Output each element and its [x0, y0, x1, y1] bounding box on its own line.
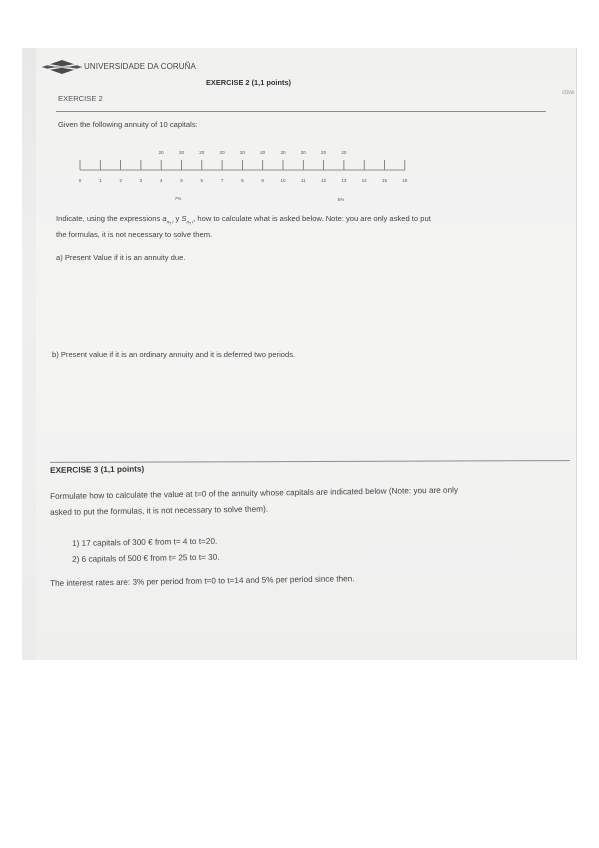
- period-label: 0: [78, 178, 82, 183]
- period-label: 4: [159, 178, 163, 183]
- capital-label: 20: [280, 150, 286, 155]
- question-b: b) Present value if it is an ordinary annuity and it is deferred two periods.: [52, 350, 296, 359]
- period-label: 14: [361, 178, 367, 183]
- capital-label: 20: [219, 150, 225, 155]
- side-note: ctive: [562, 90, 575, 96]
- exercise-2-instruction-line-2: the formulas, it is not necessary to solve them.: [56, 230, 213, 239]
- capital-label: 20: [178, 150, 185, 155]
- rate-label-left: 7%: [174, 196, 182, 201]
- exercise-3-text-line-1: Formulate how to calculate the value at t=0 of the annuity whose capitals are indicated below (Note: you are only: [50, 485, 459, 501]
- exercise-2-instruction-line-1: [56, 214, 431, 225]
- capital-label: 20: [321, 150, 327, 155]
- document-photo: [22, 48, 577, 660]
- period-label: 1: [99, 178, 102, 183]
- annuity-timeline: [66, 140, 406, 202]
- expr-a-sub: n┐i: [166, 219, 174, 225]
- expr-s: S: [181, 214, 187, 223]
- exercise-2-title: EXERCISE 2 (1,1 points): [206, 78, 292, 87]
- period-label: 6: [200, 178, 204, 183]
- period-label: 3: [139, 178, 143, 183]
- period-label: 10: [280, 178, 286, 183]
- period-label: 8: [241, 178, 244, 183]
- period-label: 16: [402, 178, 408, 183]
- exercise-2-intro: Given the following annuity of 10 capitals:: [58, 120, 198, 129]
- exercise-3-text-line-2: asked to put the formulas, it is not necessary to solve them).: [50, 504, 269, 517]
- period-label: 12: [321, 178, 327, 183]
- period-label: 9: [261, 178, 264, 183]
- instruction-suffix: , how to calculate what is asked below. Note: you are only asked to put: [193, 214, 431, 223]
- exam-sheet: [36, 48, 576, 660]
- exercise-3-item-1: 1) 17 capitals of 300 € from t= 4 to t=20.: [72, 536, 218, 548]
- question-a: a) Present Value if it is an annuity due.: [56, 253, 186, 262]
- period-label: 11: [300, 178, 306, 183]
- capital-label: 20: [341, 150, 347, 155]
- rate-label-right: 5%: [337, 197, 345, 202]
- university-name: UNIVERSIDADE DA CORUÑA: [84, 62, 196, 71]
- divider-top: [56, 111, 546, 112]
- expr-sep: y: [173, 214, 182, 223]
- capital-label: 20: [300, 150, 306, 155]
- expr-a: a: [162, 214, 167, 223]
- capital-label: 20: [239, 150, 245, 155]
- capital-label: 20: [158, 150, 164, 155]
- expr-s-sub: n┐i: [186, 219, 194, 225]
- divider-middle: [50, 460, 570, 463]
- paper-edge: [576, 48, 577, 660]
- period-label: 7: [220, 178, 224, 183]
- capital-label: 20: [199, 150, 205, 155]
- period-label: 15: [381, 178, 388, 183]
- exercise-3-title: EXERCISE 3 (1,1 points): [50, 464, 145, 475]
- university-logo-icon: [40, 58, 84, 76]
- period-label: 2: [119, 178, 122, 183]
- period-label: 13: [341, 178, 347, 183]
- exercise-3-item-2: 2) 6 capitals of 500 € from t= 25 to t= 30.: [72, 552, 220, 564]
- exercise-3-interest-rates: The interest rates are: 3% per period from t=0 to t=14 and 5% per period since then.: [50, 574, 355, 588]
- instruction-prefix: Indicate, using the expressions: [56, 214, 161, 223]
- capital-label: 20: [260, 150, 266, 155]
- exercise-2-label: EXERCISE 2: [58, 94, 103, 103]
- period-label: 5: [180, 178, 183, 183]
